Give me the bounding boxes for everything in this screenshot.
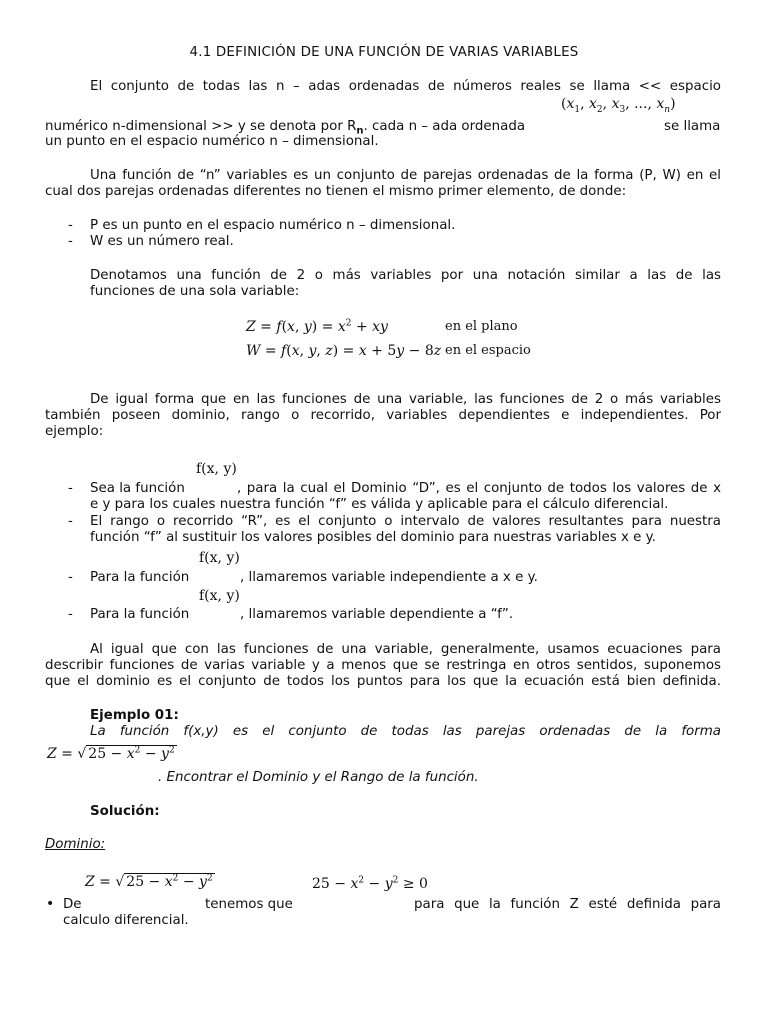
equation-space: W = f(x, y, z) = x + 5y − 8z	[246, 343, 442, 359]
paragraph-2-line-1: Una función de “n” variables es un conjunto de parejas ordenadas de la forma (P, W) en el	[90, 168, 721, 183]
list-dash: -	[68, 234, 73, 249]
section-title: 4.1 DEFINICIÓN DE UNA FUNCIÓN DE VARIAS VARIABLES	[189, 45, 579, 60]
list-item-1b: , para la cual el Dominio “D”, es el conjunto de todos los valores de x	[237, 481, 721, 496]
paragraph-1-line-2: numérico n-dimensional >> y se denota por $R_n$. cada n – ada ordenada	[45, 119, 526, 137]
list-item-1a: Sea la función	[90, 481, 185, 496]
paragraph-5-line-2: describir funciones de varias variable y a menos que se restringa en otros sentidos, suponemos	[45, 658, 721, 673]
example-line-2: . Encontrar el Dominio y el Rango de la función.	[158, 770, 479, 785]
list-dash: -	[68, 570, 73, 585]
list-item-2b: función “f” al sustituir los valores posibles del dominio para nuestras variables x e y.	[90, 530, 656, 545]
fxy-formula: f(x, y)	[196, 461, 237, 477]
list-item-3b: , llamaremos variable independiente a x e y.	[240, 570, 538, 585]
paragraph-3-line-2: funciones de una sola variable:	[90, 284, 300, 299]
list-item-4b: , llamaremos variable dependiente a “f”.	[240, 607, 514, 622]
paragraph-1-line-3: un punto en el espacio numérico n – dimensional.	[45, 134, 379, 149]
equation-plane: Z = f(x, $y) = x^2$ + xy	[246, 318, 388, 335]
list-item: P es un punto en el espacio numérico n – dimensional.	[90, 218, 456, 233]
domain-formula-z: Z = √ $25 - x^2 - y^2$	[85, 873, 213, 890]
paragraph-2-line-2: cual dos parejas ordenadas diferentes no tienen el mismo primer elemento, de donde:	[45, 184, 627, 199]
domain-text-de: De	[63, 897, 82, 912]
paragraph-3-line-1: Denotamos una función de 2 o más variables por una notación similar a las de las	[90, 268, 721, 283]
tuple-formula: ($x_1$, $x_2$, $x_3$, ..., $x_n$)	[561, 96, 676, 115]
list-item-4a: Para la función	[90, 607, 190, 622]
list-item: W es un número real.	[90, 234, 234, 249]
list-dash: -	[68, 481, 73, 496]
paragraph-5-line-3: que el dominio es el conjunto de todos los puntos para los que la ecuación está bien definida.	[45, 674, 721, 689]
list-item-1c: e y para los cuales nuestra función “f” es válida y aplicable para el cálculo diferencial.	[90, 497, 669, 512]
example-line-1: La función f(x,y) es el conjunto de todas las parejas ordenadas de la forma	[90, 724, 721, 739]
bullet-dot: •	[46, 896, 55, 912]
paragraph-5-line-1: Al igual que con las funciones de una variable, generalmente, usamos ecuaciones para	[90, 642, 721, 657]
list-dash: -	[68, 514, 73, 529]
paragraph-4-line-3: ejemplo:	[45, 424, 104, 439]
domain-inequality: $25 - x^2 - y^2 \ge 0$	[312, 875, 428, 892]
fxy-formula: f(x, y)	[199, 550, 240, 566]
domain-heading: Dominio:	[45, 837, 106, 852]
paragraph-4-line-1: De igual forma que en las funciones de una variable, las funciones de 2 o más variables	[90, 392, 721, 407]
example-heading: Ejemplo 01:	[90, 708, 179, 723]
equation-plane-label: en el plano	[445, 319, 518, 334]
solution-heading: Solución:	[90, 804, 160, 819]
list-dash: -	[68, 607, 73, 622]
equation-space-label: en el espacio	[445, 343, 531, 358]
domain-text-tenemos: tenemos que	[205, 897, 293, 912]
paragraph-4-line-2: también poseen dominio, rango o recorrido, variables dependientes e independientes. Por	[45, 408, 721, 423]
paragraph-1-line-2-end: se llama	[664, 119, 721, 134]
example-formula: Z = √ $25 - x^2 - y^2$	[47, 745, 175, 762]
list-dash: -	[68, 218, 73, 233]
list-item-3a: Para la función	[90, 570, 190, 585]
fxy-formula: f(x, y)	[199, 588, 240, 604]
paragraph-1-line-1: El conjunto de todas las n – adas ordenadas de números reales se llama << espacio	[90, 79, 721, 94]
domain-text-line-2: calculo diferencial.	[63, 913, 189, 928]
domain-text-para: para que la función Z esté definida para	[414, 897, 721, 912]
list-item-2a: El rango o recorrido “R”, es el conjunto o intervalo de valores resultantes para nuestra	[90, 514, 721, 529]
